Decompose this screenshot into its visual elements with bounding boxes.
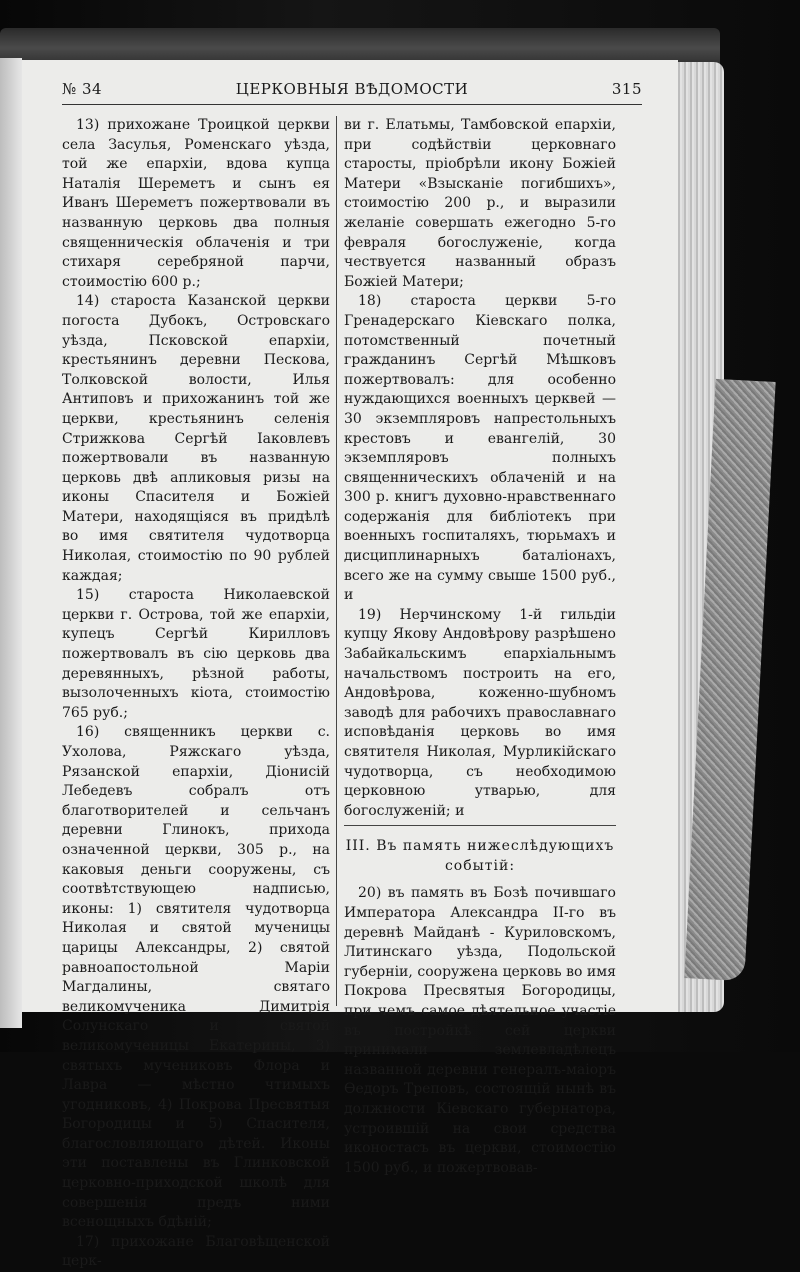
header-rule [62, 104, 642, 105]
page-header [62, 80, 642, 102]
right-column [344, 116, 616, 1178]
section-rule [344, 825, 616, 826]
paragraph-20: 20) въ память въ Бозѣ почившаго Императора Александра II-го въ деревнѣ Майданѣ - Куриловскомъ, Литинскаго уѣзда, Подольской губерніи, сооружена церковь во имя Покрова Пресвятыя Богородицы, при чемъ самое дѣятельное участіе въ постройкѣ сей церкви принимали землевладѣлецъ названной деревни генералъ-маіоръ Ѳедоръ Треповъ, состоящій нынѣ въ должности Кіевскаго губернатора, устроившій на свои средства иконостасъ въ церкви, стоимостію 1500 руб., и пожертвовав- [344, 885, 616, 1176]
paragraph-17-cont: ви г. Елатьмы, Тамбовской епархіи, при содѣйствіи церковнаго старосты, пріобрѣли икону Божіей Матери «Взысканіе погибшихъ», стоимостію 200 р., и выразили желаніе совершать ежегодно 5-го февраля богослуженіе, когда чествуется названный образъ Божіей Матери; [344, 117, 616, 290]
paragraph-15: 15) староста Николаевской церкви г. Острова, той же епархіи, купецъ Сергѣй Кирилловъ пожертвовалъ въ сію церковь два деревянныхъ, рѣзной работы, вызолоченныхъ кіота, стоимостію 765 руб.; [62, 587, 330, 721]
paragraph-17: 17) прихожане Благовѣщенской церк- [62, 1233, 330, 1270]
left-page-edge [0, 58, 22, 1028]
paragraph-13: 13) прихожане Троицкой церкви села Засулья, Роменскаго уѣзда, той же епархіи, вдова купца Наталія Шереметъ и сынъ ея Иванъ Шереметъ пожертвовали въ названную церковь два полныя священническія облаченія и три стихаря серебряной парчи, стоимостію 600 р.; [62, 117, 330, 290]
page-number: 315 [611, 80, 642, 98]
document-page [22, 60, 678, 1270]
paragraph-18: 18) староста церкви 5-го Гренадерскаго Кіевскаго полка, потомственный почетный гражданинъ Сергѣй Мѣшковъ пожертвовалъ: для особенно нуждающихся военныхъ церквей — 30 экземпляровъ напрестольныхъ крестовъ и евангелій, 30 экземпляровъ полныхъ священническихъ облаченій и на 300 р. книгъ духовно-нравственнаго содержанія для библіотекъ при военныхъ госпиталяхъ, тюрьмахъ и дисциплинарныхъ баталіонахъ, всего же на сумму свыше 1500 руб., и [344, 293, 616, 604]
left-column [62, 116, 330, 1272]
journal-title: ЦЕРКОВНЫЯ ВѢДОМОСТИ [235, 80, 469, 98]
section-heading: III. Въ память нижеслѣдующихъ событій: [345, 838, 615, 875]
issue-number: № 34 [62, 80, 103, 98]
paragraph-16: 16) священникъ церкви с. Ухолова, Ряжскаго уѣзда, Рязанской епархіи, Діонисій Лебедевъ собралъ отъ благотворителей и сельчанъ деревни Глинокъ, прихода означенной церкви, 305 р., на каковыя деньги сооружены, съ соотвѣтствующею надписью, иконы: 1) святителя чудотворца Николая и святой мученицы царицы Александры, 2) святой равноапостольной Маріи Магдалины, святаго великомученика Димитрія Солунскаго и святой великомученицы Екатерины, 3) святыхъ мучениковъ Флора и Лавра — мѣстно чтимыхъ угодниковъ, 4) Покрова Пресвятыя Богородицы и 5) Спасителя, благословляющаго дѣтей. Иконы эти поставлены въ Глинковской церковно-приходской школѣ для совершенія предъ ними всенощныхъ бдѣній; [62, 724, 330, 1231]
column-divider [336, 116, 337, 1006]
paragraph-14: 14) староста Казанской церкви погоста Дубокъ, Островскаго уѣзда, Псковской епархіи, крестьянинъ деревни Пескова, Толковской волости, Илья Антиповъ и прихожанинъ той же церкви, крестьянинъ селенія Стрижкова Сергѣй Іаковлевъ пожертвовали въ названную церковь двѣ апликовыя ризы на иконы Спасителя и Божіей Матери, находящіяся въ придѣлѣ во имя святителя чудотворца Николая, стоимостію по 90 рублей каждая; [62, 293, 330, 584]
paragraph-19: 19) Нерчинскому 1-й гильдіи купцу Якову Андовѣрову разрѣшено Забайкальскимъ епархіальнымъ начальствомъ построить на его, Андовѣрова, коженно-шубномъ заводѣ для рабочихъ православнаго исповѣданія церковь во имя святителя Николая, Мурликійскаго чудотворца, съ необходимою церковною утварью, для богослуженій; и [344, 606, 616, 819]
